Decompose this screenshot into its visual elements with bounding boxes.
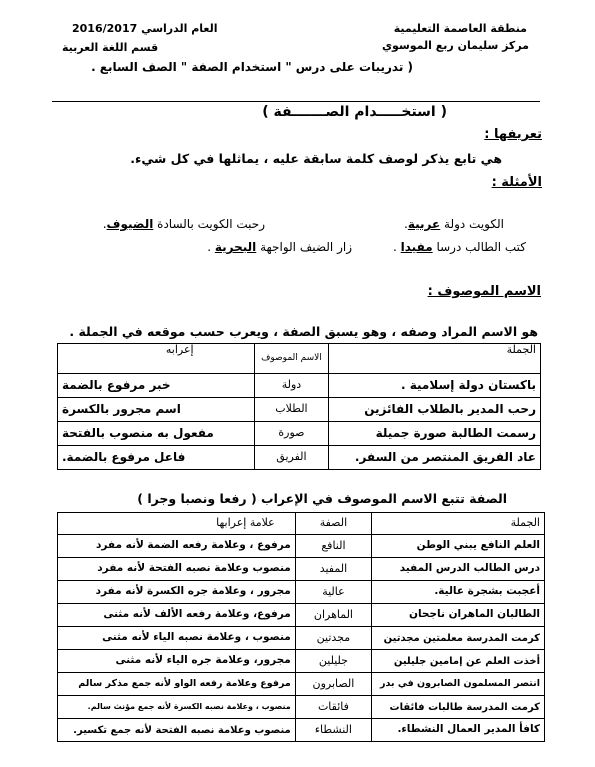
sentence-cell: انتصر المسلمون الصابرون في بدر — [372, 673, 545, 696]
sentence-cell: الطالبان الماهران ناجحان — [372, 604, 545, 627]
example-3-adjective: مفيدا — [400, 240, 433, 254]
table-row — [58, 696, 545, 719]
example-2: رحبت الكويت بالسادة الضيوف. — [102, 217, 265, 231]
example-4: زار الضيف الواجهة البحرية . — [207, 240, 352, 254]
adjective-cell: الماهران — [295, 604, 371, 627]
sentence-cell: أخذت العلم عن إمامين جليلين — [372, 650, 545, 673]
column-header-mark: علامة إعرابها — [58, 513, 296, 535]
column-header-sentence: الجملة — [372, 513, 545, 535]
table-row — [58, 719, 545, 742]
table-row — [58, 673, 545, 696]
adjective-cell: الصابرون — [295, 673, 371, 696]
table-row — [58, 446, 541, 470]
school-name: مركز سليمان ربع الموسوي — [381, 39, 529, 52]
table-row — [58, 558, 545, 581]
adjective-cell: النشطاء — [295, 719, 371, 742]
example-1-adjective: عربية — [407, 217, 441, 231]
sentence-cell: رسمت الطالبة صورة جميلة — [329, 422, 541, 446]
described-noun-text: هو الاسم المراد وصفه ، وهو يسبق الصفة ، ويعرب حسب موقعه في الجملة . — [69, 324, 538, 339]
department-name: قسم اللغة العربية — [62, 41, 159, 54]
header-divider — [52, 101, 540, 102]
sentence-cell: كرمت المدرسة طالبات فائقات — [372, 696, 545, 719]
adjective-table — [57, 512, 545, 742]
table-row — [58, 581, 545, 604]
adjective-cell: المفيد — [295, 558, 371, 581]
sentence-cell: باكستان دولة إسلامية . — [329, 374, 541, 398]
table-header-row — [58, 513, 545, 535]
example-4-adjective: البحرية — [214, 240, 257, 254]
parsing-cell: فاعل مرفوع بالضمة. — [58, 446, 255, 470]
sentence-cell: كرمت المدرسة معلمتين مجدتين — [372, 627, 545, 650]
adjective-cell: مجدتين — [295, 627, 371, 650]
mark-cell: مجرور ، وعلامة جره الكسرة لأنه مفرد — [58, 581, 296, 604]
parsing-cell: اسم مجرور بالكسرة — [58, 398, 255, 422]
definition-text: هي تابع يذكر لوصف كلمة سابقة عليه ، يماثلها في كل شيء. — [130, 151, 502, 166]
table-row — [58, 422, 541, 446]
adjective-cell: النافع — [295, 535, 371, 558]
mark-cell: مرفوع، وعلامة رفعه الألف لأنه مثنى — [58, 604, 296, 627]
parsing-cell: خبر مرفوع بالضمة — [58, 374, 255, 398]
example-2-adjective: الضيوف — [106, 217, 154, 231]
definition-label: تعريفها : — [484, 127, 542, 142]
sentence-cell: رحب المدير بالطلاب الفائزين — [329, 398, 541, 422]
exercise-title: ( تدريبات على درس " استخدام الصفة " الصف السابع . — [91, 60, 413, 74]
parsing-cell: مفعول به منصوب بالفتحة — [58, 422, 255, 446]
sentence-cell: أعجبت بشجرة عالية. — [372, 581, 545, 604]
mark-cell: مجرور، وعلامة جره الياء لأنه مثنى — [58, 650, 296, 673]
mark-cell: منصوب ، وعلامة نصبه الياء لأنه مثنى — [58, 627, 296, 650]
mark-cell: منصوب وعلامة نصبه الفتحة لأنه جمع تكسير. — [58, 719, 296, 742]
table-row — [58, 374, 541, 398]
table-row — [58, 398, 541, 422]
noun-cell: الفريق — [254, 446, 329, 470]
noun-cell: دولة — [254, 374, 329, 398]
agreement-title: الصفة تتبع الاسم الموصوف في الإعراب ( رفعا ونصبا وجرا ) — [137, 491, 507, 506]
sentence-cell: درس الطالب الدرس المفيد — [372, 558, 545, 581]
adjective-cell: فائقات — [295, 696, 371, 719]
column-header-noun: الاسم الموصوف — [254, 344, 329, 374]
lesson-title: ( استخـــــدام الصـــــــفة ) — [262, 104, 447, 120]
described-noun-table — [57, 343, 541, 470]
column-header-parsing: إعرابه — [58, 344, 255, 374]
example-1: الكويت دولة عربية. — [404, 217, 504, 231]
mark-cell: مرفوع وعلامة رفعه الواو لأنه جمع مذكر سالم — [58, 673, 296, 696]
table-row — [58, 535, 545, 558]
table-row — [58, 604, 545, 627]
examples-label: الأمثلة : — [491, 175, 542, 190]
sentence-cell: كافأ المدير العمال النشطاء. — [372, 719, 545, 742]
adjective-cell: جليلين — [295, 650, 371, 673]
table-header-row — [58, 344, 541, 374]
table-row — [58, 650, 545, 673]
mark-cell: مرفوع ، وعلامة رفعه الضمة لأنه مفرد — [58, 535, 296, 558]
mark-cell: منصوب وعلامة نصبه الفتحة لأنه مفرد — [58, 558, 296, 581]
region-name: منطقة العاصمة التعليمية — [393, 22, 527, 35]
adjective-cell: عالية — [295, 581, 371, 604]
sentence-cell: عاد الفريق المنتصر من السفر. — [329, 446, 541, 470]
academic-year: العام الدراسي 2016/2017 — [72, 22, 218, 35]
table-row — [58, 627, 545, 650]
column-header-sentence: الجملة — [329, 344, 541, 374]
example-3: كتب الطالب درسا مفيدا . — [393, 240, 526, 254]
sentence-cell: العلم النافع يبني الوطن — [372, 535, 545, 558]
described-noun-label: الاسم الموصوف : — [427, 284, 541, 299]
noun-cell: الطلاب — [254, 398, 329, 422]
noun-cell: صورة — [254, 422, 329, 446]
mark-cell: منصوب ، وعلامة نصبه الكسرة لأنه جمع مؤنث سالم. — [58, 696, 296, 719]
column-header-adjective: الصفة — [295, 513, 371, 535]
